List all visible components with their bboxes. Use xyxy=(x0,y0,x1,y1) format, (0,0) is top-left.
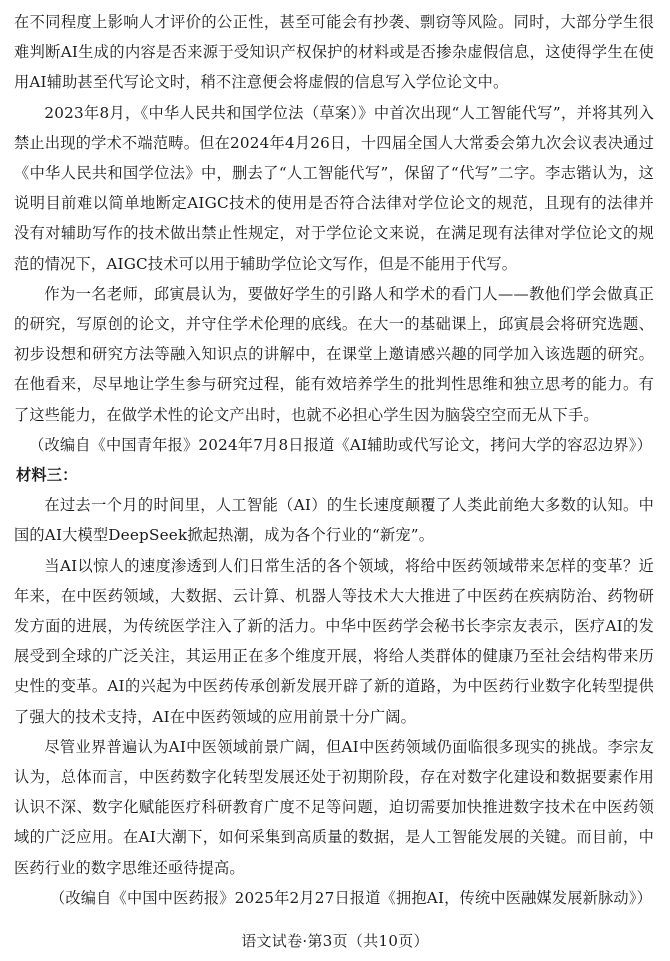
source-citation-2: （改编自《中国中医药报》2025年2月27日报道《拥抱AI，传统中医融媒发展新脉动》） xyxy=(50,888,652,907)
paragraph-teacher-role: 作为一名老师，邱寅晨认为，要做好学生的引路人和学术的看门人——教他们学会做真正的研究，写原创的论文，并守住学术伦理的底线。在大一的基础课上，邱寅晨会将研究选题、初步设想和研究方法等融入知识点的讲解中，在课堂上邀请感兴趣的同学加入该选题的研究。在他看来，尽早地让学生参与研究过程，能有效培养学生的批判性思维和独立思考的能力。有了这些能力，在做学术性的论文产出时，也就不必担心学生因为脑袋空空而无从下手。 xyxy=(14,284,654,424)
source-citation-1: （改编自《中国青年报》2024年7月8日报道《AI辅助或代写论文，拷问大学的容忍边界》） xyxy=(29,435,652,454)
page-footer: 语文试卷·第3页（共10页） xyxy=(241,932,429,950)
material-three-heading: 材料三： xyxy=(16,466,78,485)
paragraph-degree-law: 2023年8月，《中华人民共和国学位法（草案）》中首次出现“人工智能代写”，并将其列入禁止出现的学术不端范畴。但在2024年4月26日，十四届全国人大常委会第九次会议表决通过《中华人民共和国学位法》中，删去了“人工智能代写”，保留了“代写”二字。李志锴认为，这说明目前难以简单地断定AIGC技术的使用是否符合法律对学位论文的规范，且现有的法律并没有对辅助写作的技术做出禁止性规定，对于学位论文来说，在满足现有法律对学位论文的规范的情况下，AIGC技术可以用于辅助学位论文写作，但是不能用于代写。 xyxy=(14,103,654,273)
paragraph-tcm-change: 当AI以惊人的速度渗透到人们日常生活的各个领域，将给中医药领域带来怎样的变革？近年来，在中医药领域，大数据、云计算、机器人等技术大大推进了中医药在疾病防治、药物研发方面的进展，为传统医学注入了新的活力。中华中医药学会秘书长李宗友表示，医疗AI的发展受到全球的广泛关注，其运用正在多个维度开展，将给人类群体的健康乃至社会结构带来历史性的变革。AI的兴起为中医药传承创新发展开辟了新的道路，为中医药行业数字化转型提供了强大的技术支持，AI在中医药领域的应用前景十分广阔。 xyxy=(14,556,654,726)
paragraph-ai-growth: 在过去一个月的时间里，人工智能（AI）的生长速度颠覆了人类此前绝大多数的认知。中国的AI大模型DeepSeek掀起热潮，成为各个行业的“新宠”。 xyxy=(14,496,654,545)
paragraph-continued: 在不同程度上影响人才评价的公正性，甚至可能会有抄袭、剽窃等风险。同时，大部分学生很难判断AI生成的内容是否来源于受知识产权保护的材料或是否掺杂虚假信息，这使得学生在使用AI辅助甚至代写论文时，稍不注意便会将虚假的信息写入学位论文中。 xyxy=(14,13,654,92)
paragraph-tcm-challenges: 尽管业界普遍认为AI中医领域前景广阔，但AI中医药领域仍面临很多现实的挑战。李宗友认为，总体而言，中医药数字化转型发展还处于初期阶段，存在对数字化建设和数据要素作用认识不深、数字化赋能医疗科研教育广度不足等问题，迫切需要加快推进数字技术在中医药领域的广泛应用。在AI大潮下，如何采集到高质量的数据，是人工智能发展的关键。而目前，中医药行业的数字思维还亟待提高。 xyxy=(14,737,654,877)
